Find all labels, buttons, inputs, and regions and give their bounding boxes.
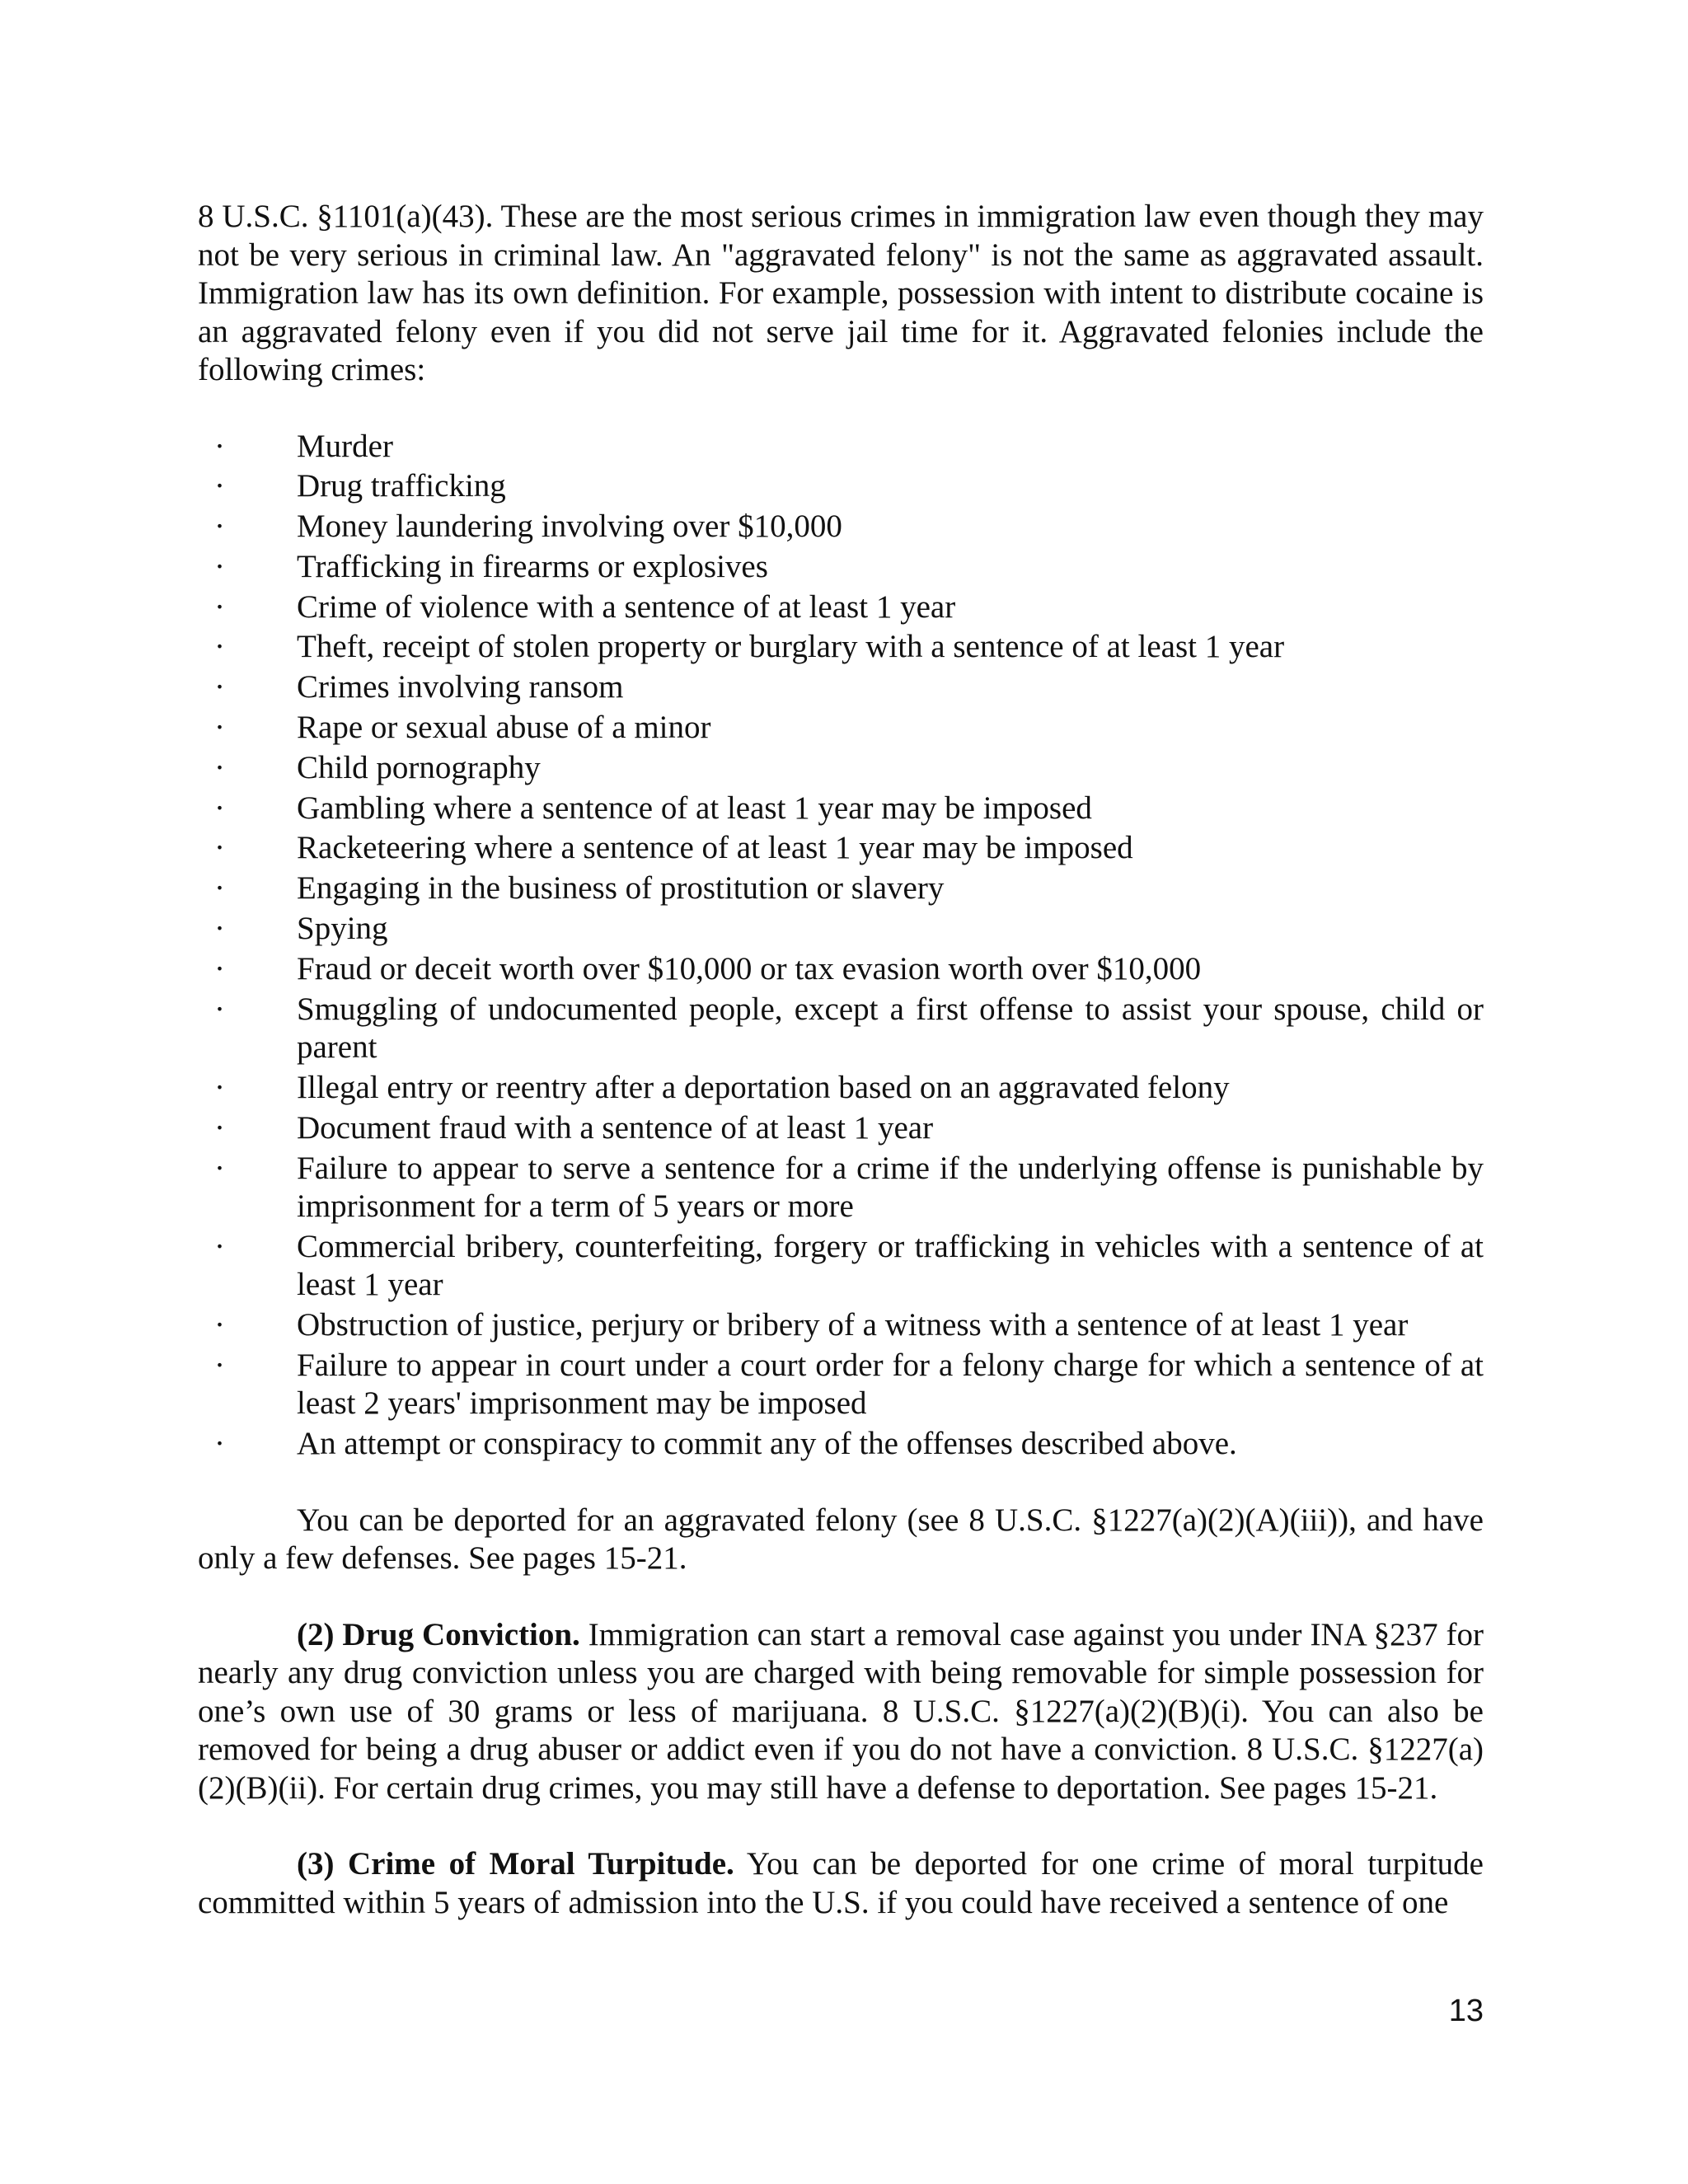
bullet-glyph: · — [214, 790, 225, 826]
felony-list-item-text: Child pornography — [297, 749, 541, 785]
page-number: 13 — [1448, 1994, 1484, 2028]
felony-list-item — [198, 829, 1484, 868]
felony-list-item-text: Money laundering involving over $10,000 — [297, 509, 842, 545]
drug-conviction-paragraph — [198, 1616, 1484, 1808]
felony-list-item-text: Spying — [297, 911, 388, 947]
bullet-glyph: · — [214, 1069, 225, 1105]
bullet-glyph: · — [214, 911, 225, 947]
felony-list-item-text: Rape or sexual abuse of a minor — [297, 710, 711, 746]
deportation-paragraph: You can be deported for an aggravated felony (see 8 U.S.C. §1227(a)(2)(A)(iii)), and have only a few defenses. See pages 15-21. — [198, 1502, 1484, 1577]
moral-turpitude-body: You can be deported for one crime of moral turpitude committed within 5 years of admission into the U.S. if you could have received a sentence of one — [198, 1846, 1484, 1920]
bullet-glyph: · — [214, 870, 225, 907]
felony-list-item — [198, 508, 1484, 546]
bullet-glyph: · — [214, 710, 225, 746]
felony-list-item — [198, 1228, 1484, 1305]
moral-turpitude-paragraph — [198, 1845, 1484, 1922]
felony-list-item — [198, 467, 1484, 506]
felony-list-item-text: Fraud or deceit worth over $10,000 or tax evasion worth over $10,000 — [297, 950, 1202, 987]
page-content — [198, 198, 1484, 1922]
felony-list-item — [198, 1347, 1484, 1423]
bullet-glyph: · — [214, 588, 225, 625]
felony-list-item-text: Drug trafficking — [297, 468, 506, 504]
felony-list-item — [198, 869, 1484, 908]
felony-list-item-text: Failure to appear to serve a sentence for a crime if the underlying offense is punishable by imprisonment for a term of 5 years or more — [297, 1150, 1484, 1225]
felony-list-item-text: Crimes involving ransom — [297, 669, 624, 705]
drug-conviction-body: Immigration can start a removal case against you under INA §237 for nearly any drug conviction unless you are charged with being removable for simple possession for one’s own use of 30 grams or less of marijuana. 8 U.S.C. §1227(a)(2)(B)(i). You can also be removed for being a drug abuser or addict even if you do not have a conviction. 8 U.S.C. §1227(a)(2)(B)(ii). For certain drug crimes, you may still have a defense to deportation. See pages 15-21. — [198, 1616, 1484, 1806]
bullet-glyph: · — [214, 509, 225, 545]
felony-list-item-text: Obstruction of justice, perjury or bribery of a witness with a sentence of at least 1 year — [297, 1307, 1409, 1343]
felony-list-item — [198, 1306, 1484, 1345]
felony-list-item — [198, 428, 1484, 466]
felony-list-item — [198, 950, 1484, 989]
bullet-glyph: · — [214, 468, 225, 504]
felony-list-item — [198, 1425, 1484, 1464]
felony-list-item — [198, 1150, 1484, 1226]
bullet-glyph: · — [214, 1426, 225, 1462]
felony-list-item — [198, 790, 1484, 828]
felony-list-item — [198, 1069, 1484, 1108]
felony-list-item-text: Murder — [297, 428, 393, 464]
bullet-glyph: · — [214, 428, 225, 464]
felony-list-item-text: Crime of violence with a sentence of at least 1 year — [297, 588, 956, 625]
felony-list-item-text: Racketeering where a sentence of at least 1 year may be imposed — [297, 830, 1133, 866]
intro-paragraph: 8 U.S.C. §1101(a)(43). These are the most serious crimes in immigration law even though they may not be very serious in criminal law. An "aggravated felony" is not the same as aggravated assault. Immigration law has its own definition. For example, possession with intent to distribute cocaine is an aggravated felony even if you did not serve jail time for it. Aggravated felonies include the following crimes: — [198, 199, 1484, 387]
bullet-glyph: · — [214, 548, 225, 584]
felony-list-item-text: Document fraud with a sentence of at least 1 year — [297, 1109, 934, 1146]
felony-list-item-text: An attempt or conspiracy to commit any of the offenses described above. — [297, 1426, 1237, 1462]
felony-list-item-text: Illegal entry or reentry after a deportation based on an aggravated felony — [297, 1069, 1230, 1105]
felony-list-item — [198, 1109, 1484, 1148]
drug-conviction-heading: (2) Drug Conviction. — [297, 1616, 580, 1652]
bullet-glyph: · — [214, 991, 225, 1027]
felony-list-item-text: Commercial bribery, counterfeiting, forgery or trafficking in vehicles with a sentence of at least 1 year — [297, 1228, 1484, 1303]
felony-list-item-text: Trafficking in firearms or explosives — [297, 548, 768, 584]
bullet-glyph: · — [214, 1109, 225, 1146]
felony-list-item — [198, 709, 1484, 748]
felony-list-item-text: Gambling where a sentence of at least 1 year may be imposed — [297, 790, 1092, 826]
felony-list-item — [198, 588, 1484, 627]
felony-list-item — [198, 548, 1484, 587]
bullet-glyph: · — [214, 1150, 225, 1186]
bullet-glyph: · — [214, 749, 225, 785]
bullet-glyph: · — [214, 1307, 225, 1343]
felony-list-item-text: Failure to appear in court under a court order for a felony charge for which a sentence of at least 2 years' imprisonment may be imposed — [297, 1347, 1484, 1422]
felony-list-item — [198, 628, 1484, 667]
bullet-glyph: · — [214, 669, 225, 705]
felony-list-item-text: Engaging in the business of prostitution or slavery — [297, 870, 945, 907]
bullet-glyph: · — [214, 1228, 225, 1264]
moral-turpitude-heading: (3) Crime of Moral Turpitude. — [297, 1846, 734, 1882]
bullet-glyph: · — [214, 629, 225, 665]
felony-list-item — [198, 749, 1484, 788]
felony-list-item-text: Theft, receipt of stolen property or burglary with a sentence of at least 1 year — [297, 629, 1285, 665]
aggravated-felony-list — [198, 428, 1484, 1464]
bullet-glyph: · — [214, 950, 225, 987]
bullet-glyph: · — [214, 1347, 225, 1383]
bullet-glyph: · — [214, 830, 225, 866]
felony-list-item — [198, 668, 1484, 707]
felony-list-item — [198, 991, 1484, 1067]
felony-list-item — [198, 910, 1484, 949]
felony-list-item-text: Smuggling of undocumented people, except a first offense to assist your spouse, child or parent — [297, 991, 1484, 1066]
